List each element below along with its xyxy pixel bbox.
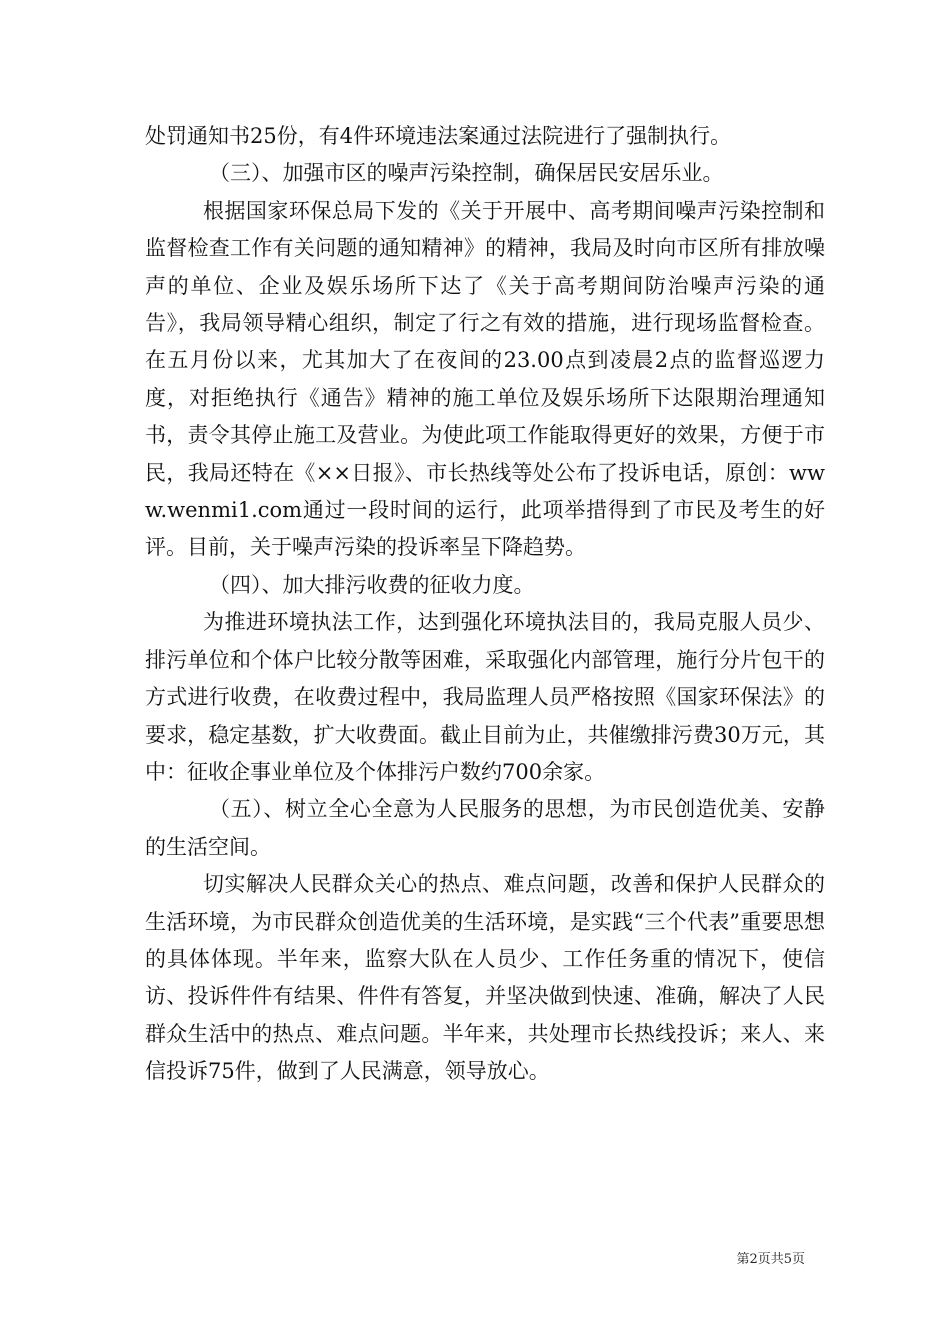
document-body [145, 118, 825, 1091]
page-number: 第2页共5页 [736, 1252, 805, 1267]
paragraph-continuation: 处罚通知书25份，有4件环境违法案通过法院进行了强制执行。 [145, 124, 732, 148]
section-heading-4: （四）、加大排污收费的征收力度。 [209, 572, 535, 597]
section-heading-3: （三）、加强市区的噪声污染控制，确保居民安居乐业。 [209, 161, 724, 186]
paragraph-public-service: 切实解决人民群众关心的热点、难点问题，改善和保护人民群众的生活环境，为市民群众创造优美的生活环境，是实践“三个代表”重要思想的具体体现。半年来，监察大队在人员少、工作任务重的情况下，使信访、投诉件件有结果、件件有答复，并坚决做到快速、准确，解决了人民群众生活中的热点、难点问题。半年来，共处理市长热线投诉；来人、来信投诉75件，做到了人民满意，领导放心。 [145, 872, 825, 1084]
section-heading-5: （五）、树立全心全意为人民服务的思想，为市民创造优美、安静的生活空间。 [145, 797, 825, 859]
paragraph-fee-collection: 为推进环境执法工作，达到强化环境执法目的，我局克服人员少、排污单位和个体户比较分散等困难，采取强化内部管理，施行分片包干的方式进行收费，在收费过程中，我局监理人员严格按照《国家环保法》的要求，稳定基数，扩大收费面。截止目前为止，共催缴排污费30万元，其中：征收企事业单位及个体排污户数约700余家。 [145, 610, 825, 784]
paragraph-noise-control: 根据国家环保总局下发的《关于开展中、高考期间噪声污染控制和监督检查工作有关问题的通知精神》的精神，我局及时向市区所有排放噪声的单位、企业及娱乐场所下达了《关于高考期间防治噪声污染的通告》，我局领导精心组织，制定了行之有效的措施，进行现场监督检查。在五月份以来，尤其加大了在夜间的23.00点到凌晨2点的监督巡逻力度，对拒绝执行《通告》精神的施工单位及娱乐场所下达限期治理通知书，责令其停止施工及营业。为使此项工作能取得更好的效果，方便于市民，我局还特在《××日报》、市长热线等处公布了投诉电话，原创：www.wenmi1.com通过一段时间的运行，此项举措得到了市民及考生的好评。目前，关于噪声污染的投诉率呈下降趋势。 [145, 198, 825, 560]
